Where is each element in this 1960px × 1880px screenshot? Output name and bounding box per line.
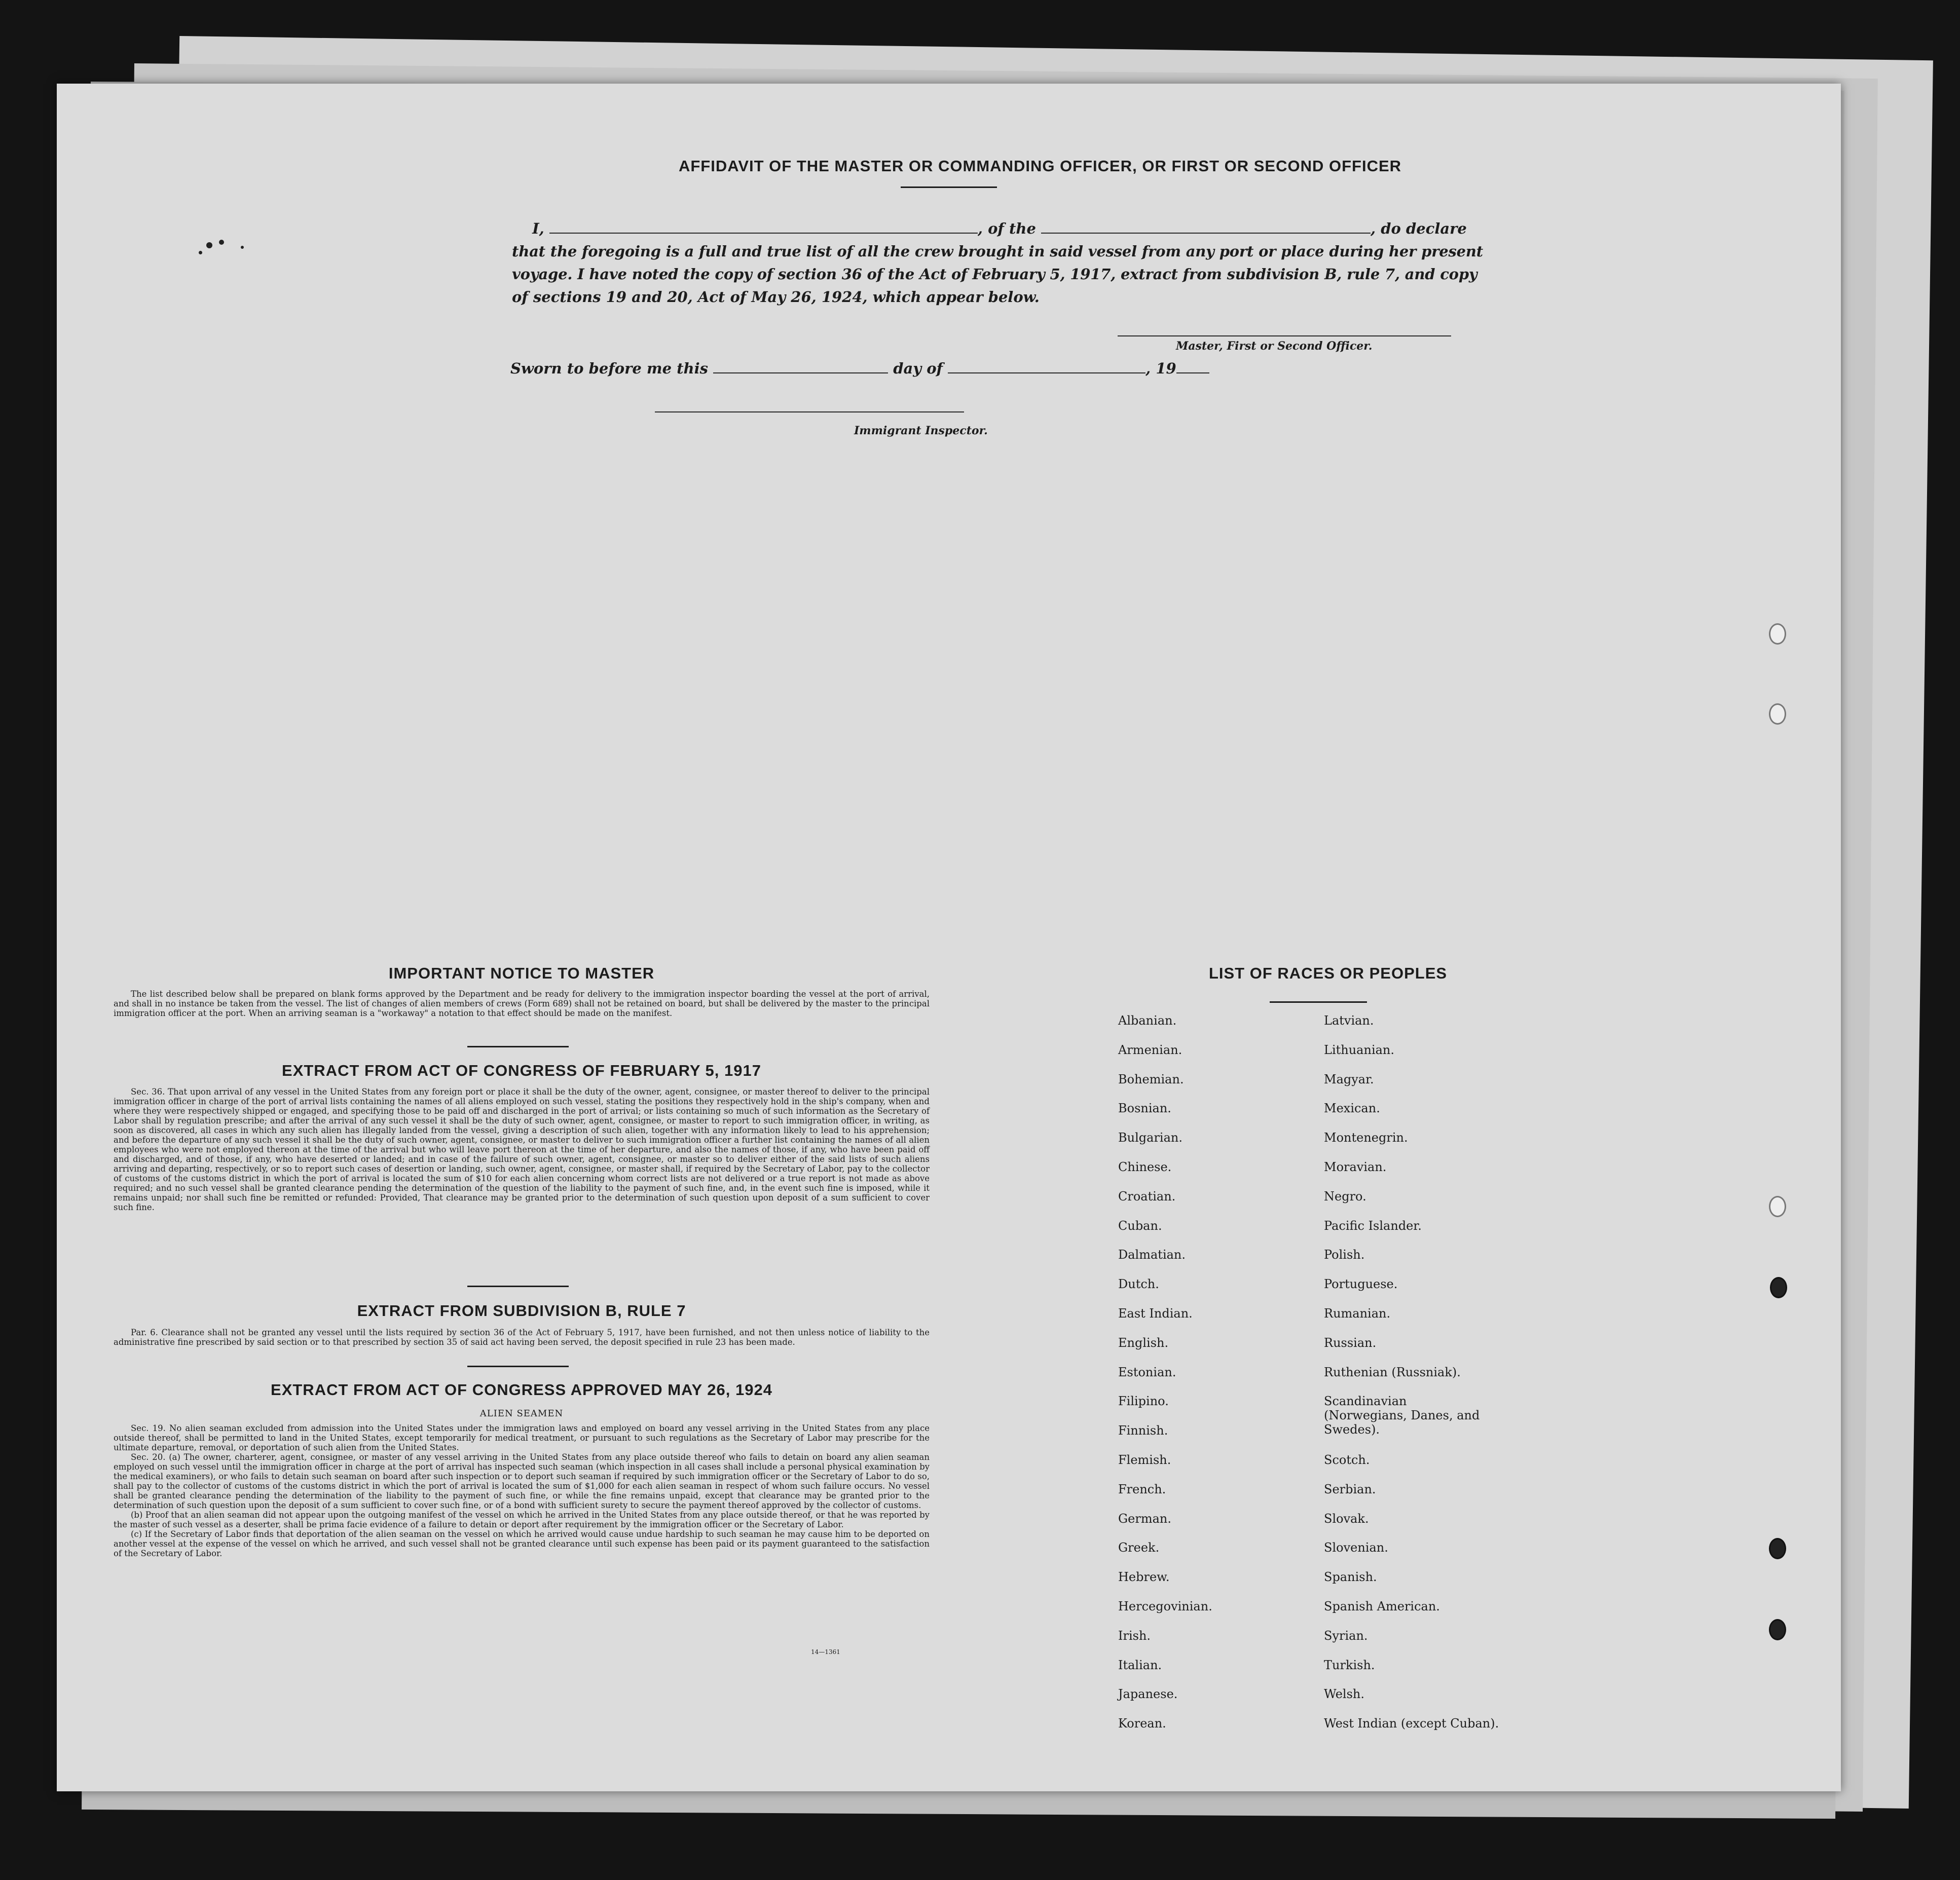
races-column-1 bbox=[1118, 1013, 1311, 1746]
race-item: Rumanian. bbox=[1324, 1306, 1391, 1321]
race-item: Portuguese. bbox=[1324, 1277, 1398, 1292]
race-item: Scandinavian (Norwegians, Danes, and Swedes). bbox=[1324, 1394, 1480, 1437]
ink-speck bbox=[199, 251, 202, 254]
race-item: Slovenian. bbox=[1324, 1540, 1388, 1555]
race-item: Estonian. bbox=[1118, 1365, 1176, 1379]
binding-hole bbox=[1769, 1619, 1786, 1640]
race-item: Filipino. bbox=[1118, 1394, 1169, 1409]
notice-title: IMPORTANT NOTICE TO MASTER bbox=[388, 964, 655, 982]
races-title: LIST OF RACES OR PEOPLES bbox=[1208, 964, 1448, 982]
race-item: East Indian. bbox=[1118, 1306, 1193, 1321]
race-item: Mexican. bbox=[1324, 1101, 1380, 1116]
notice-text: The list described below shall be prepared on blank forms approved by the Department and be ready for delivery to the immigration inspector boarding the vessel at the port of arrival, and shall in no instance be taken from the vessel. The list of changes of alien members of crews (Form 689) shall not be retained on board, but shall be delivered by the master to the principal immigration officer at the port. When an arriving seaman is a "workaway" a notation to that effect should be made on the manifest. bbox=[114, 989, 930, 1018]
race-item: Hebrew. bbox=[1118, 1570, 1170, 1585]
binding-hole bbox=[1769, 623, 1786, 645]
affidavit-line-2: that the foregoing is a full and true list of all the crew brought in said vessel from any port or place during her present bbox=[512, 243, 1484, 260]
binding-hole bbox=[1769, 1196, 1786, 1217]
race-item: Cuban. bbox=[1118, 1218, 1162, 1233]
race-item: Dutch. bbox=[1118, 1277, 1159, 1292]
race-item: Bosnian. bbox=[1118, 1101, 1171, 1116]
race-item: Bohemian. bbox=[1118, 1072, 1184, 1086]
extract-1917-divider bbox=[467, 1286, 569, 1287]
race-item: German. bbox=[1118, 1511, 1171, 1526]
race-item: Serbian. bbox=[1324, 1482, 1376, 1496]
ink-speck bbox=[241, 246, 244, 249]
race-item: Italian. bbox=[1118, 1658, 1162, 1672]
form-number: 14—1361 bbox=[811, 1648, 840, 1656]
binding-hole bbox=[1770, 1277, 1787, 1298]
par-6-text: Par. 6. Clearance shall not be granted any vessel until the lists required by section 36 of the Act of February 5, 1917, have been furnished, and not then unless notice of liability to the administrative fine prescribed by said section or to that prescribed by section 35 of said act having been served, the deposit specified in rule 23 has been made. bbox=[114, 1328, 930, 1347]
binding-hole bbox=[1769, 1538, 1786, 1559]
affidavit-line-4: of sections 19 and 20, Act of May 26, 1924, which appear below. bbox=[512, 288, 1040, 306]
sworn-day-blank[interactable] bbox=[713, 361, 888, 373]
affidavit-title: AFFIDAVIT OF THE MASTER OR COMMANDING OFFICER, OR FIRST OR SECOND OFFICER bbox=[678, 157, 1402, 175]
extract-1917-title: EXTRACT FROM ACT OF CONGRESS OF FEBRUARY 5, 1917 bbox=[282, 1062, 761, 1079]
ink-speck bbox=[219, 240, 224, 245]
race-item: Welsh. bbox=[1324, 1687, 1364, 1702]
sec-19-text: Sec. 19. No alien seaman excluded from admission into the United States under the immigration laws and employed on board any vessel arriving in the United States from any place outside thereof, shall be permitted to land in the United States, except temporarily for medical treatment, or pursuant to such regulations as the Secretary of Labor may prescribe for the ultimate departure, removal, or deportation of such alien from the United States. bbox=[114, 1423, 930, 1452]
officer-name-blank[interactable] bbox=[549, 221, 978, 234]
race-item: Moravian. bbox=[1324, 1159, 1387, 1174]
race-item: Slovak. bbox=[1324, 1511, 1369, 1526]
rule7-divider bbox=[467, 1366, 569, 1367]
race-item: Albanian. bbox=[1118, 1013, 1177, 1028]
race-item: Dalmatian. bbox=[1118, 1248, 1186, 1262]
race-item: Armenian. bbox=[1118, 1042, 1182, 1057]
race-item: Montenegrin. bbox=[1324, 1131, 1408, 1145]
rule7-title: EXTRACT FROM SUBDIVISION B, RULE 7 bbox=[357, 1302, 686, 1320]
master-label: Master, First or Second Officer. bbox=[1176, 340, 1373, 353]
race-item: Turkish. bbox=[1324, 1658, 1375, 1672]
races-divider bbox=[1270, 1001, 1367, 1003]
extract-1924-body bbox=[114, 1423, 930, 1558]
do-declare-label: , do declare bbox=[1371, 220, 1467, 237]
sworn-label: Sworn to before me this bbox=[510, 360, 708, 377]
alien-seamen-subtitle: ALIEN SEAMEN bbox=[479, 1408, 564, 1419]
race-item: Polish. bbox=[1324, 1248, 1365, 1262]
inspector-signature-line[interactable] bbox=[655, 411, 964, 412]
sworn-year-blank[interactable] bbox=[1176, 361, 1209, 373]
race-item: English. bbox=[1118, 1335, 1169, 1350]
rule7-body bbox=[114, 1328, 930, 1347]
race-item: Irish. bbox=[1118, 1628, 1151, 1643]
race-item: Spanish. bbox=[1324, 1570, 1377, 1585]
race-item: Croatian. bbox=[1118, 1189, 1176, 1204]
race-item: Greek. bbox=[1118, 1540, 1160, 1555]
race-item: Hercegovinian. bbox=[1118, 1599, 1212, 1613]
race-item: Spanish American. bbox=[1324, 1599, 1440, 1613]
title-divider bbox=[901, 186, 997, 188]
race-item: Negro. bbox=[1324, 1189, 1366, 1204]
notice-divider bbox=[467, 1046, 569, 1047]
race-item: West Indian (except Cuban). bbox=[1324, 1716, 1499, 1731]
race-item: Syrian. bbox=[1324, 1628, 1368, 1643]
race-item: Latvian. bbox=[1324, 1013, 1374, 1028]
race-item: Ruthenian (Russniak). bbox=[1324, 1365, 1461, 1379]
notice-body bbox=[114, 989, 930, 1018]
race-item: Japanese. bbox=[1118, 1687, 1178, 1702]
sec-36-text: Sec. 36. That upon arrival of any vessel in the United States from any foreign port or place it shall be the duty of the owner, agent, consignee, or master thereof to deliver to the principal immigration officer in charge of the port of arrival lists containing the names of all aliens employed on such vessel, stating the positions they respectively hold in the ship's company, when and where they were respectively shipped or engaged, and specifying those to be paid off and discharged in the port of arrival; or lists containing so much of such information as the Secretary of Labor shall by regulation prescribe; and after the arrival of any such vessel it shall be the duty of such owner, agent, consignee, or master to report to such immigration officer, in writing, as soon as discovered, all cases in which any such alien has illegally landed from the vessel, giving a description of such alien, together with any information likely to lead to his apprehension; and before the departure of any such vessel it shall be the duty of such owner, agent, consignee, or master to deliver to such immigration officer a further list containing the names of all alien employees who were not employed thereon at the time of the arrival but who will leave port thereon at the time of her departure, and also the names of those, if any, who have been paid off and discharged, and of those, if any, who have deserted or landed; and in case of the failure of such owner, agent, consignee, or master so to deliver either of the said lists of such aliens arriving and departing, respectively, or so to report such cases of desertion or landing, such owner, agent, consignee, or master shall, if required by the Secretary of Labor, pay to the collector of customs of the customs district in which the port of arrival is located the sum of $10 for each alien concerning whom correct lists are not delivered or a true report is not made as above required; and no such vessel shall be granted clearance pending the determination of the question of the liability to the payment of such fine, and, in the event such fine is imposed, while it remains unpaid; nor shall such fine be remitted or refunded: Provided, That clearance may be granted prior to the determination of such question upon deposit of a sum sufficient to cover such fine. bbox=[114, 1087, 930, 1212]
sec-20a-text: Sec. 20. (a) The owner, charterer, agent, consignee, or master of any vessel arriving in the United States from any place outside thereof who fails to detain on board any alien seaman employed on such vessel until the immigration officer in charge at the port of arrival has inspected such seaman (which inspection in all cases shall include a personal physical examination by the medical examiners), or who fails to detain such seaman on board after such inspection or to deport such seaman if required by such immigration officer or the Secretary of Labor to do so, shall pay to the collector of customs of the customs district in which the port of arrival is located the sum of $1,000 for each alien seaman in respect of whom such failure occurs. No vessel shall be granted clearance pending the determination of the liability to the payment of such fine, or while the fine remains unpaid, except that clearance may be granted prior to the determination of such question upon the deposit of a sum sufficient to cover such fine, or of a bond with sufficient surety to secure the payment thereof approved by the collector of customs. bbox=[114, 1452, 930, 1510]
of-the-label: , of the bbox=[977, 220, 1036, 237]
ink-speck bbox=[206, 242, 212, 248]
race-item: Bulgarian. bbox=[1118, 1131, 1182, 1145]
affidavit-paragraph bbox=[512, 217, 1505, 309]
i-label: I, bbox=[532, 220, 544, 237]
race-item: Russian. bbox=[1324, 1335, 1377, 1350]
sec-20c-text: (c) If the Secretary of Labor finds that deportation of the alien seaman on the vessel on which he arrived would cause undue hardship to such seaman he may cause him to be deported on another vessel at the expense of the vessel on which he arrived, and such vessel shall not be granted clearance until such expense has been paid or its payment guaranteed to the satisfaction of the Secretary of Labor. bbox=[114, 1529, 930, 1558]
races-column-2 bbox=[1324, 1013, 1527, 1746]
race-item: Korean. bbox=[1118, 1716, 1166, 1731]
sworn-month-blank[interactable] bbox=[948, 361, 1145, 373]
year-prefix: , 19 bbox=[1145, 360, 1176, 377]
vessel-name-blank[interactable] bbox=[1041, 221, 1371, 234]
manifest-page bbox=[57, 84, 1841, 1791]
master-signature-line[interactable] bbox=[1118, 335, 1451, 336]
day-of-label: day of bbox=[893, 360, 943, 377]
extract-1924-title: EXTRACT FROM ACT OF CONGRESS APPROVED MAY 26, 1924 bbox=[271, 1381, 772, 1399]
race-item: Scotch. bbox=[1324, 1452, 1370, 1467]
race-item: Flemish. bbox=[1118, 1452, 1171, 1467]
race-item: Finnish. bbox=[1118, 1423, 1168, 1438]
race-item: Chinese. bbox=[1118, 1159, 1172, 1174]
extract-1917-body bbox=[114, 1087, 930, 1212]
sworn-line bbox=[510, 357, 1209, 380]
sec-20b-text: (b) Proof that an alien seaman did not appear upon the outgoing manifest of the vessel on which he arrived in the United States from any place outside thereof, or that he was reported by the master of such vessel as a deserter, shall be prima facie evidence of a failure to detain or deport after requirement by the immigration officer or the Secretary of Labor. bbox=[114, 1510, 930, 1529]
race-item: Lithuanian. bbox=[1324, 1042, 1395, 1057]
race-item: Pacific Islander. bbox=[1324, 1218, 1422, 1233]
inspector-label: Immigrant Inspector. bbox=[854, 424, 988, 437]
race-item: French. bbox=[1118, 1482, 1166, 1496]
binding-hole bbox=[1769, 703, 1786, 725]
affidavit-line-3: voyage. I have noted the copy of section 36 of the Act of February 5, 1917, extract from subdivision B, rule 7, and copy bbox=[512, 266, 1477, 283]
race-item: Magyar. bbox=[1324, 1072, 1374, 1086]
